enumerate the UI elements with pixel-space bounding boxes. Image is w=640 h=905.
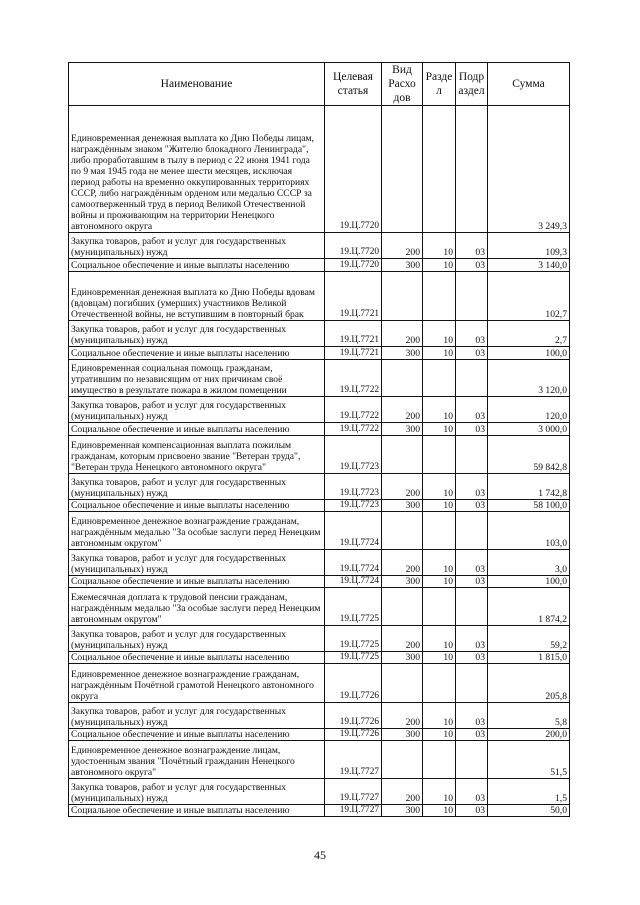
row-subsection: 03 [456, 805, 488, 817]
row-expense-type: 300 [382, 347, 423, 360]
row-expense-type: 300 [382, 576, 423, 588]
table-row [69, 652, 570, 664]
row-expense-type: 200 [382, 397, 423, 423]
row-sum: 3 120,0 [488, 360, 570, 397]
header-subsection: Подр аздел [456, 63, 488, 106]
row-expense-type: 300 [382, 500, 423, 512]
row-name: Единовременная денежная выплата ко Дню Победы вдовам (вдовцам) погибших (умерших) участников Великой Отечественной войны, не вступившим в повторный брак [69, 272, 325, 321]
row-name: Социальное обеспечение и иные выплаты населению [69, 500, 325, 512]
row-section [423, 272, 456, 321]
row-target-article: 19.Ц.7723 [325, 474, 382, 500]
row-section [423, 664, 456, 703]
row-expense-type [382, 588, 423, 626]
table-row [69, 588, 570, 626]
row-sum: 1,5 [488, 779, 570, 805]
row-target-article: 19.Ц.7722 [325, 397, 382, 423]
row-subsection: 03 [456, 779, 488, 805]
row-subsection [456, 360, 488, 397]
row-section: 10 [423, 321, 456, 347]
row-subsection [456, 512, 488, 550]
row-section [423, 512, 456, 550]
row-subsection: 03 [456, 321, 488, 347]
row-expense-type: 300 [382, 805, 423, 817]
row-section: 10 [423, 259, 456, 272]
row-sum: 1 742,8 [488, 474, 570, 500]
row-sum: 3 140,0 [488, 259, 570, 272]
row-subsection [456, 741, 488, 779]
row-section [423, 436, 456, 474]
row-section: 10 [423, 703, 456, 729]
row-subsection: 03 [456, 626, 488, 652]
row-name: Закупка товаров, работ и услуг для государственных (муниципальных) нужд [69, 550, 325, 576]
row-name: Социальное обеспечение и иные выплаты населению [69, 347, 325, 360]
row-subsection: 03 [456, 347, 488, 360]
row-section: 10 [423, 474, 456, 500]
row-expense-type [382, 512, 423, 550]
table-row [69, 550, 570, 576]
row-subsection: 03 [456, 233, 488, 259]
row-section: 10 [423, 652, 456, 664]
row-target-article: 19.Ц.7723 [325, 436, 382, 474]
row-sum: 59 842,8 [488, 436, 570, 474]
row-target-article: 19.Ц.7727 [325, 741, 382, 779]
row-expense-type: 200 [382, 550, 423, 576]
row-sum: 3 000,0 [488, 423, 570, 436]
table-row [69, 741, 570, 779]
row-name: Социальное обеспечение и иные выплаты населению [69, 423, 325, 436]
row-name: Единовременная компенсационная выплата пожилым гражданам, которым присвоено звание "Ветеран труда", "Ветеран труда Ненецкого автономного округа" [69, 436, 325, 474]
budget-table [68, 62, 570, 817]
row-name: Социальное обеспечение и иные выплаты населению [69, 729, 325, 741]
row-expense-type [382, 106, 423, 233]
row-subsection: 03 [456, 423, 488, 436]
row-subsection: 03 [456, 729, 488, 741]
table-row [69, 233, 570, 259]
row-expense-type [382, 272, 423, 321]
table-row [69, 360, 570, 397]
row-sum: 58 100,0 [488, 500, 570, 512]
row-target-article: 19.Ц.7723 [325, 500, 382, 512]
row-name: Социальное обеспечение и иные выплаты населению [69, 259, 325, 272]
row-expense-type [382, 360, 423, 397]
row-subsection: 03 [456, 550, 488, 576]
row-target-article: 19.Ц.7724 [325, 576, 382, 588]
row-sum: 109,3 [488, 233, 570, 259]
table-row [69, 321, 570, 347]
row-expense-type: 200 [382, 474, 423, 500]
row-name: Закупка товаров, работ и услуг для государственных (муниципальных) нужд [69, 321, 325, 347]
row-sum: 1 874,2 [488, 588, 570, 626]
row-section: 10 [423, 347, 456, 360]
row-section: 10 [423, 233, 456, 259]
row-target-article: 19.Ц.7727 [325, 779, 382, 805]
row-target-article: 19.Ц.7721 [325, 347, 382, 360]
table-row [69, 272, 570, 321]
row-expense-type: 300 [382, 652, 423, 664]
row-sum: 120,0 [488, 397, 570, 423]
row-sum: 5,8 [488, 703, 570, 729]
row-sum: 51,5 [488, 741, 570, 779]
row-subsection: 03 [456, 500, 488, 512]
header-name: Наименование [69, 63, 325, 106]
table-row [69, 703, 570, 729]
row-section: 10 [423, 576, 456, 588]
row-target-article: 19.Ц.7725 [325, 626, 382, 652]
table-row [69, 512, 570, 550]
row-expense-type: 200 [382, 626, 423, 652]
row-target-article: 19.Ц.7720 [325, 259, 382, 272]
row-sum: 205,8 [488, 664, 570, 703]
row-sum: 200,0 [488, 729, 570, 741]
row-expense-type: 200 [382, 779, 423, 805]
row-name: Закупка товаров, работ и услуг для государственных (муниципальных) нужд [69, 474, 325, 500]
row-section [423, 588, 456, 626]
row-name: Единовременная денежная выплата ко Дню Победы лицам, награждённым знаком "Жителю блокадного Ленинграда", либо проработавшим в тылу в период с 22 июня 1941 года по 9 мая 1945 года не менее шести месяцев, исключая период работы на временно оккупированных территориях СССР, либо награждённым орденом или медалью СССР за самоотверженный труд в период Великой Отечественной войны и проживающим на территории Ненецкого автономного округа [69, 106, 325, 233]
row-target-article: 19.Ц.7721 [325, 272, 382, 321]
header-expense-type: Вид Расхо дов [382, 63, 423, 106]
table-row [69, 474, 570, 500]
row-target-article: 19.Ц.7725 [325, 652, 382, 664]
row-subsection [456, 436, 488, 474]
row-name: Единовременная социальная помощь гражданам, утратившим по независящим от них причинам своё имущество в результате пожара в жилом помещении [69, 360, 325, 397]
row-expense-type: 200 [382, 233, 423, 259]
row-target-article: 19.Ц.7726 [325, 664, 382, 703]
row-sum: 103,0 [488, 512, 570, 550]
row-section: 10 [423, 423, 456, 436]
table-row [69, 626, 570, 652]
row-target-article: 19.Ц.7726 [325, 703, 382, 729]
row-target-article: 19.Ц.7721 [325, 321, 382, 347]
row-expense-type [382, 741, 423, 779]
row-target-article: 19.Ц.7725 [325, 588, 382, 626]
row-name: Единовременное денежное вознаграждение гражданам, награждённым Почётной грамотой Ненецкого автономного округа [69, 664, 325, 703]
table-body [69, 106, 570, 817]
row-sum: 3,0 [488, 550, 570, 576]
row-expense-type: 300 [382, 259, 423, 272]
row-name: Социальное обеспечение и иные выплаты населению [69, 805, 325, 817]
row-subsection [456, 664, 488, 703]
row-expense-type: 200 [382, 321, 423, 347]
row-section: 10 [423, 729, 456, 741]
table-row [69, 106, 570, 233]
row-section [423, 360, 456, 397]
page-number: 45 [314, 848, 326, 862]
row-target-article: 19.Ц.7726 [325, 729, 382, 741]
table-header-row [69, 63, 570, 106]
row-sum: 102,7 [488, 272, 570, 321]
row-name: Закупка товаров, работ и услуг для государственных (муниципальных) нужд [69, 626, 325, 652]
table-row [69, 397, 570, 423]
row-name: Закупка товаров, работ и услуг для государственных (муниципальных) нужд [69, 703, 325, 729]
row-section: 10 [423, 779, 456, 805]
row-target-article: 19.Ц.7727 [325, 805, 382, 817]
row-section: 10 [423, 500, 456, 512]
table-row [69, 805, 570, 817]
row-expense-type [382, 436, 423, 474]
row-name: Единовременное денежное вознаграждение гражданам, награждённым медалью "За особые заслуги перед Ненецким автономным округом" [69, 512, 325, 550]
row-subsection: 03 [456, 259, 488, 272]
row-target-article: 19.Ц.7720 [325, 106, 382, 233]
row-expense-type [382, 664, 423, 703]
row-target-article: 19.Ц.7724 [325, 512, 382, 550]
row-sum: 2,7 [488, 321, 570, 347]
row-subsection: 03 [456, 576, 488, 588]
row-section [423, 106, 456, 233]
row-section: 10 [423, 626, 456, 652]
row-target-article: 19.Ц.7722 [325, 360, 382, 397]
table-row [69, 664, 570, 703]
row-subsection: 03 [456, 703, 488, 729]
row-section: 10 [423, 397, 456, 423]
row-sum: 100,0 [488, 576, 570, 588]
row-sum: 100,0 [488, 347, 570, 360]
header-target-article: Целевая статья [325, 63, 382, 106]
row-subsection [456, 588, 488, 626]
row-name: Единовременное денежное вознаграждение лицам, удостоенным звания "Почётный гражданин Ненецкого автономного округа" [69, 741, 325, 779]
row-section: 10 [423, 550, 456, 576]
row-subsection: 03 [456, 652, 488, 664]
table-row [69, 729, 570, 741]
row-name: Закупка товаров, работ и услуг для государственных (муниципальных) нужд [69, 397, 325, 423]
row-name: Социальное обеспечение и иные выплаты населению [69, 576, 325, 588]
table-row [69, 500, 570, 512]
row-sum: 3 249,3 [488, 106, 570, 233]
table-row [69, 347, 570, 360]
table-row [69, 423, 570, 436]
table-row [69, 779, 570, 805]
row-expense-type: 200 [382, 703, 423, 729]
row-section [423, 741, 456, 779]
row-subsection [456, 106, 488, 233]
row-name: Ежемесячная доплата к трудовой пенсии гражданам, награждённым медалью "За особые заслуги перед Ненецким автономным округом" [69, 588, 325, 626]
row-name: Закупка товаров, работ и услуг для государственных (муниципальных) нужд [69, 779, 325, 805]
row-section: 10 [423, 805, 456, 817]
header-section: Разде л [423, 63, 456, 106]
table-row [69, 436, 570, 474]
row-subsection [456, 272, 488, 321]
row-expense-type: 300 [382, 729, 423, 741]
row-target-article: 19.Ц.7722 [325, 423, 382, 436]
table-row [69, 259, 570, 272]
row-name: Закупка товаров, работ и услуг для государственных (муниципальных) нужд [69, 233, 325, 259]
row-sum: 1 815,0 [488, 652, 570, 664]
row-sum: 59,2 [488, 626, 570, 652]
row-sum: 50,0 [488, 805, 570, 817]
row-name: Социальное обеспечение и иные выплаты населению [69, 652, 325, 664]
row-subsection: 03 [456, 474, 488, 500]
row-target-article: 19.Ц.7720 [325, 233, 382, 259]
row-expense-type: 300 [382, 423, 423, 436]
row-subsection: 03 [456, 397, 488, 423]
row-target-article: 19.Ц.7724 [325, 550, 382, 576]
table-row [69, 576, 570, 588]
header-sum: Сумма [488, 63, 570, 106]
